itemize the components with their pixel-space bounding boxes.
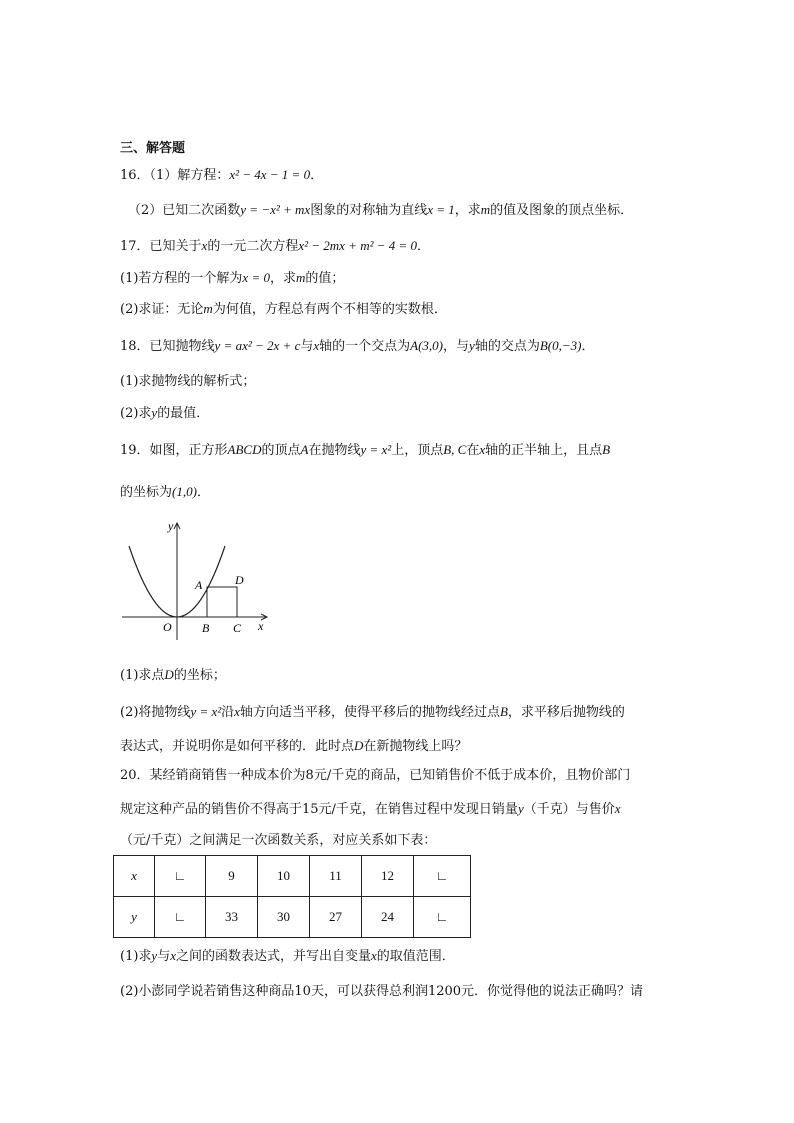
section-title: 三、解答题 <box>120 141 186 156</box>
table-cell: ∟ <box>155 856 206 897</box>
q19-stem-line1: 19．如图，正方形ABCD的顶点A在抛物线y = x²上，顶点B, C在x轴的正半轴上，且点B <box>120 442 611 458</box>
q17-stem: 17．已知关于x的一元二次方程x² − 2mx + m² − 4 = 0． <box>120 238 431 254</box>
q18-part1: (1)求抛物线的解析式； <box>120 374 256 389</box>
q16-equation: x² − 4x − 1 = 0 <box>229 167 311 182</box>
table-cell: 24 <box>362 897 414 938</box>
table-cell: ∟ <box>414 897 471 938</box>
q20-part1: (1)求y与x之间的函数表达式，并写出自变量x的取值范围． <box>120 948 455 964</box>
table-cell: x <box>114 856 155 897</box>
table-cell: 30 <box>258 897 310 938</box>
q20-part2: (2)小澎同学说若销售这种商品10天，可以获得总利润1200元．你觉得他的说法正确吗？请 <box>120 984 644 999</box>
table-cell: y <box>114 897 155 938</box>
label-d: D <box>235 573 244 587</box>
q19-stem-line2: 的坐标为(1,0)． <box>120 484 210 500</box>
table-row-y <box>114 897 471 938</box>
label-b: B <box>202 621 210 635</box>
square-abcd <box>207 587 237 617</box>
table-cell: 33 <box>206 897 258 938</box>
table-cell: ∟ <box>414 856 471 897</box>
table-cell: ∟ <box>155 897 206 938</box>
q20-stem-line1: 20．某经销商销售一种成本价为8元/千克的商品，已知销售价不低于成本价，且物价部门 <box>120 768 631 783</box>
q20-value-table <box>113 855 471 938</box>
table-cell: 27 <box>310 897 362 938</box>
q20-stem-line3: （元/千克）之间满足一次函数关系，对应关系如下表： <box>120 833 437 848</box>
table-cell: 9 <box>206 856 258 897</box>
q16-part1: 16．（1）解方程：x² − 4x − 1 = 0． <box>120 167 324 183</box>
label-y: y <box>168 519 174 533</box>
q16-part2: （2）已知二次函数y = −x² + mx图象的对称轴为直线x = 1，求m的值及图象的顶点坐标． <box>128 202 634 218</box>
q17-part1: (1)若方程的一个解为x = 0，求m的值； <box>120 270 345 286</box>
q19-part1: (1)求点D的坐标； <box>120 667 226 683</box>
label-o: O <box>163 620 172 634</box>
q19-figure <box>118 518 278 642</box>
q18-stem: 18．已知抛物线y = ax² − 2x + c与x轴的一个交点为A(3,0)，与y轴的交点为B(0,−3)． <box>120 338 595 354</box>
label-a: A <box>195 578 203 592</box>
q18-part2: (2)求y的最值． <box>120 405 210 421</box>
table-cell: 10 <box>258 856 310 897</box>
table-cell: 11 <box>310 856 362 897</box>
label-c: C <box>233 621 242 635</box>
q19-part2-line1: (2)将抛物线y = x²沿x轴方向适当平移，使得平移后的抛物线经过点B，求平移后抛物线的 <box>120 704 625 720</box>
q19-part2-line2: 表达式，并说明你是如何平移的．此时点D在新抛物线上吗？ <box>120 738 468 754</box>
q17-part2: (2)求证：无论m为何值，方程总有两个不相等的实数根． <box>120 301 447 317</box>
q20-stem-line2: 规定这种产品的销售价不得高于15元/千克，在销售过程中发现日销量y（千克）与售价x <box>120 801 621 817</box>
table-row-x <box>114 856 471 897</box>
label-x: x <box>258 619 264 633</box>
table-cell: 12 <box>362 856 414 897</box>
